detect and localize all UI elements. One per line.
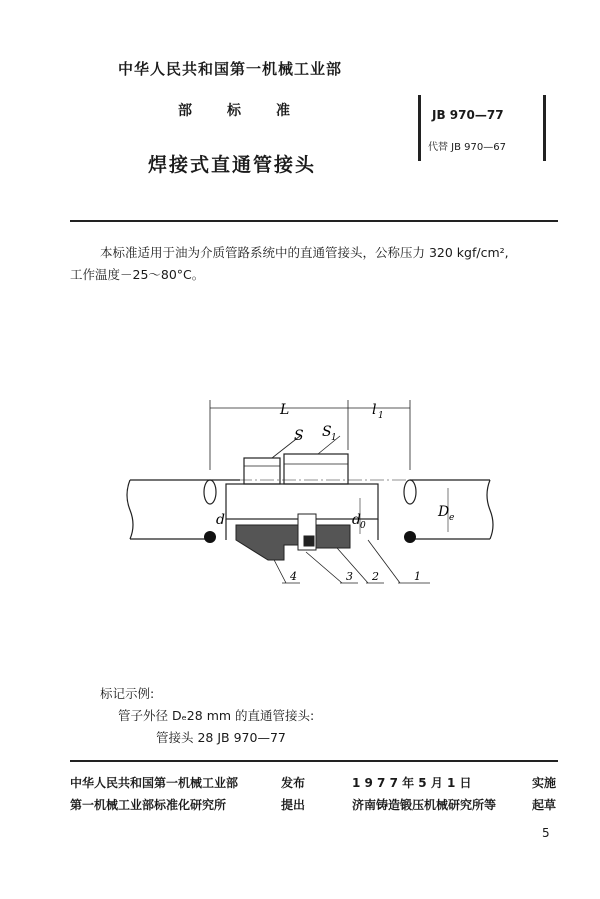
standard-type-char: 准 xyxy=(276,103,291,119)
marking-code: 管接头 28 JB 970—77 xyxy=(156,730,286,745)
replaces-standard: 代替 JB 970—67 xyxy=(428,142,506,153)
part-number: 2 xyxy=(372,570,379,583)
label-d0: d xyxy=(352,512,361,528)
label-d: d xyxy=(216,512,225,528)
proposer: 第一机械工业部标准化研究所 xyxy=(70,798,227,812)
label-S: S xyxy=(294,428,304,444)
label-De-subscript: e xyxy=(449,513,455,523)
drafter-action: 起草 xyxy=(532,798,557,812)
footer-divider xyxy=(70,760,558,762)
issuer: 中华人民共和国第一机械工业部 xyxy=(70,776,239,790)
dim-l1-subscript: 1 xyxy=(378,411,384,421)
label-d0-subscript: 0 xyxy=(360,521,366,531)
page-number: 5 xyxy=(542,826,550,840)
standard-type-char: 部 xyxy=(178,103,193,119)
marking-heading: 标记示例: xyxy=(100,686,155,701)
drafter: 济南铸造锻压机械研究所等 xyxy=(352,798,497,812)
issuer-action: 发布 xyxy=(281,776,306,790)
proposer-action: 提出 xyxy=(281,798,306,812)
label-S1-subscript: 1 xyxy=(331,433,337,443)
dim-L-label: L xyxy=(280,402,290,418)
part-number: 1 xyxy=(414,570,421,583)
part-number: 4 xyxy=(290,570,297,583)
page-title: 焊接式直通管接头 xyxy=(148,154,317,176)
body-line-1: 本标准适用于油为介质管路系统中的直通管接头，公称压力 320 kgf/cm², xyxy=(100,245,509,260)
part-number: 3 xyxy=(346,570,353,583)
ministry-header: 中华人民共和国第一机械工业部 xyxy=(118,60,343,78)
effective-date: 1 9 7 7 年 5 月 1 日 xyxy=(352,776,472,790)
date-action: 实施 xyxy=(532,776,557,790)
marking-description: 管子外径 Dₑ28 mm 的直通管接头: xyxy=(118,708,315,723)
standard-number: JB 970—77 xyxy=(432,108,504,122)
standard-type-char: 标 xyxy=(227,103,242,119)
dim-l1-label: l xyxy=(372,402,377,418)
label-De: D xyxy=(438,504,450,520)
body-line-2: 工作温度－25～80°C。 xyxy=(70,267,205,282)
label-S1: S xyxy=(322,424,332,440)
